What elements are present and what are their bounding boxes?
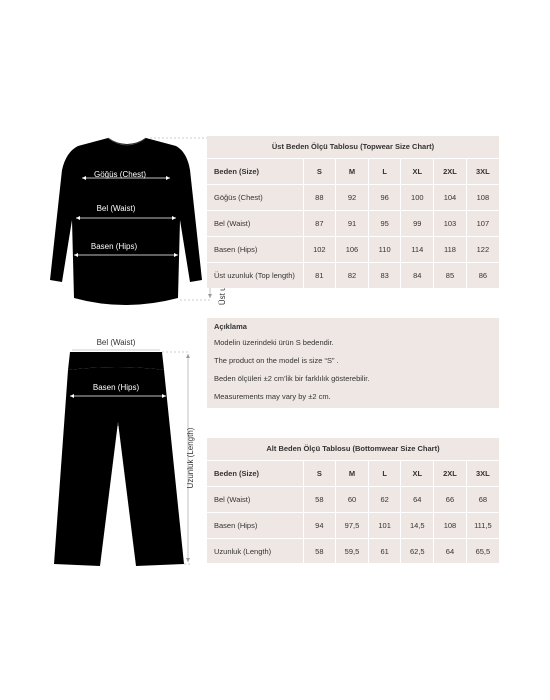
row-label: Üst uzunluk (Top length) xyxy=(207,263,303,289)
table-cell: 95 xyxy=(368,211,401,237)
notes-title: Açıklama xyxy=(214,322,247,331)
topwear-table-grid xyxy=(207,158,499,289)
row-label: Göğüs (Chest) xyxy=(207,185,303,211)
header-cell: 3XL xyxy=(466,159,499,185)
table-cell: 94 xyxy=(303,513,336,539)
header-cell: 2XL xyxy=(434,461,467,487)
header-cell: S xyxy=(303,461,336,487)
bottom-garment-figure xyxy=(40,336,210,572)
note-line: The product on the model is size “S” . xyxy=(214,356,339,365)
table-row xyxy=(207,237,499,263)
table-cell: 60 xyxy=(336,487,369,513)
header-cell: 3XL xyxy=(466,461,499,487)
table-cell: 110 xyxy=(368,237,401,263)
table-cell: 107 xyxy=(466,211,499,237)
table-cell: 88 xyxy=(303,185,336,211)
table-cell: 104 xyxy=(434,185,467,211)
top-hips-label: Basen (Hips) xyxy=(90,242,138,251)
table-row xyxy=(207,487,499,513)
table-cell: 91 xyxy=(336,211,369,237)
table-cell: 100 xyxy=(401,185,434,211)
bottomwear-table-grid xyxy=(207,460,499,565)
table-cell: 101 xyxy=(368,513,401,539)
table-cell: 86 xyxy=(466,263,499,289)
top-garment-illustration xyxy=(30,130,220,310)
table-cell: 99 xyxy=(401,211,434,237)
table-cell: 85 xyxy=(434,263,467,289)
table-cell: 122 xyxy=(466,237,499,263)
bottom-garment-illustration xyxy=(40,336,210,572)
table-cell: 58 xyxy=(303,539,336,565)
notes-box xyxy=(207,318,499,408)
row-label: Basen (Hips) xyxy=(207,237,303,263)
table-cell: 87 xyxy=(303,211,336,237)
table-cell: 64 xyxy=(434,539,467,565)
header-cell: L xyxy=(368,159,401,185)
table-cell: 62,5 xyxy=(401,539,434,565)
bottom-waist-label: Bel (Waist) xyxy=(96,338,136,347)
header-cell: M xyxy=(336,461,369,487)
note-line: Modelin üzerindeki ürün S bedendir. xyxy=(214,338,334,347)
row-label: Uzunluk (Length) xyxy=(207,539,303,565)
header-cell: S xyxy=(303,159,336,185)
table-cell: 102 xyxy=(303,237,336,263)
header-cell: XL xyxy=(401,461,434,487)
header-cell: L xyxy=(368,461,401,487)
table-cell: 108 xyxy=(434,513,467,539)
note-line: Measurements may vary by ±2 cm. xyxy=(214,392,331,401)
note-line: Beden ölçüleri ±2 cm’lik bir farklılık gösterebilir. xyxy=(214,374,370,383)
table-cell: 103 xyxy=(434,211,467,237)
table-cell: 106 xyxy=(336,237,369,263)
topwear-size-table xyxy=(207,136,499,288)
table-cell: 64 xyxy=(401,487,434,513)
table-cell: 58 xyxy=(303,487,336,513)
header-cell: 2XL xyxy=(434,159,467,185)
top-chest-label: Göğüs (Chest) xyxy=(93,170,147,179)
bottom-hips-label: Basen (Hips) xyxy=(92,383,140,392)
table-cell: 111,5 xyxy=(466,513,499,539)
header-cell: Beden (Size) xyxy=(207,159,303,185)
table-cell: 83 xyxy=(368,263,401,289)
bottom-length-label: Uzunluk (Length) xyxy=(186,427,195,489)
table-cell: 118 xyxy=(434,237,467,263)
header-cell: M xyxy=(336,159,369,185)
table-cell: 65,5 xyxy=(466,539,499,565)
table-cell: 59,5 xyxy=(336,539,369,565)
bottomwear-table-title: Alt Beden Ölçü Tablosu (Bottomwear Size Chart) xyxy=(266,444,440,453)
table-row xyxy=(207,211,499,237)
topwear-table-title: Üst Beden Ölçü Tablosu (Topwear Size Chart) xyxy=(271,142,435,151)
header-cell: Beden (Size) xyxy=(207,461,303,487)
table-cell: 96 xyxy=(368,185,401,211)
table-header-row xyxy=(207,461,499,487)
table-cell: 92 xyxy=(336,185,369,211)
table-cell: 84 xyxy=(401,263,434,289)
header-cell: XL xyxy=(401,159,434,185)
table-cell: 66 xyxy=(434,487,467,513)
table-cell: 81 xyxy=(303,263,336,289)
row-label: Bel (Waist) xyxy=(207,487,303,513)
table-cell: 97,5 xyxy=(336,513,369,539)
table-row xyxy=(207,513,499,539)
table-row xyxy=(207,185,499,211)
table-cell: 68 xyxy=(466,487,499,513)
table-cell: 82 xyxy=(336,263,369,289)
table-cell: 14,5 xyxy=(401,513,434,539)
table-header-row xyxy=(207,159,499,185)
table-cell: 114 xyxy=(401,237,434,263)
table-row xyxy=(207,263,499,289)
row-label: Bel (Waist) xyxy=(207,211,303,237)
table-cell: 62 xyxy=(368,487,401,513)
top-waist-label: Bel (Waist) xyxy=(96,204,136,213)
bottomwear-size-table xyxy=(207,438,499,563)
table-row xyxy=(207,539,499,565)
table-cell: 108 xyxy=(466,185,499,211)
row-label: Basen (Hips) xyxy=(207,513,303,539)
top-garment-figure xyxy=(30,130,220,310)
table-cell: 61 xyxy=(368,539,401,565)
